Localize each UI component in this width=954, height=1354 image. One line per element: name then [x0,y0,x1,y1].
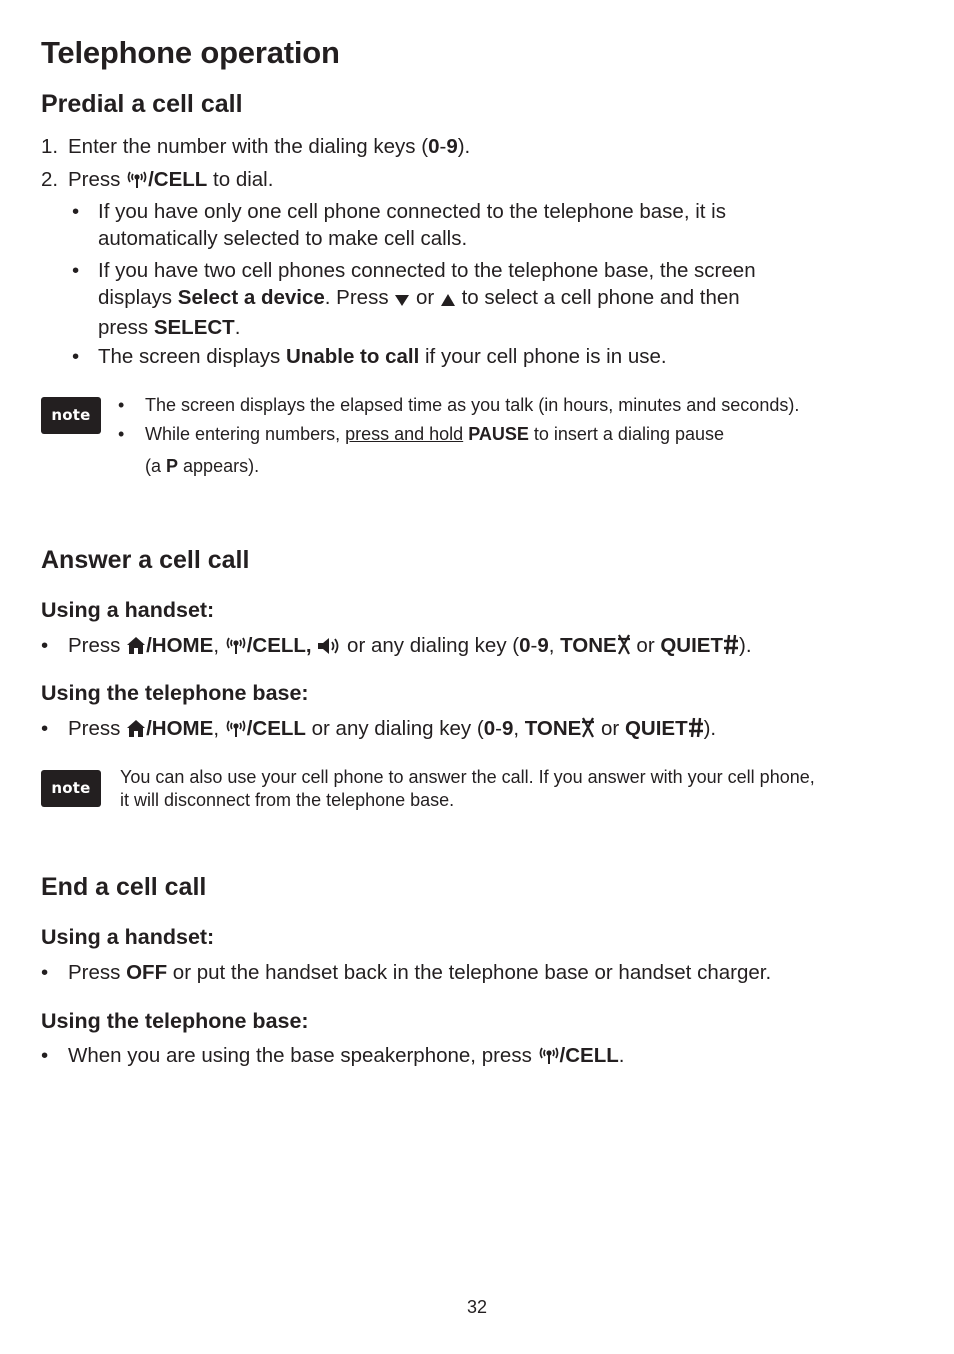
answer-handset-text: Press /HOME, /CELL, or any dialing key (0-9, TONE or QUIET ). [68,632,752,662]
cell-icon [538,1045,560,1072]
bullet: • [72,259,80,282]
bullet: • [41,717,49,740]
predial-heading: Predial a cell call [41,90,243,118]
up-arrow-icon [440,287,456,314]
end-base-heading: Using the telephone base: [41,1009,309,1033]
answer-base-text: Press /HOME, /CELL or any dialing key (0-9, TONE or QUIET ). [68,715,716,745]
answer-base-heading: Using the telephone base: [41,681,309,705]
step-number: 1. [41,135,59,158]
predial-step-2 [41,166,58,193]
end-handset-heading: Using a handset: [41,925,215,949]
answer-note: You can also use your cell phone to answer the call. If you answer with your cell phone, it will disconnect from the telephone base. [120,767,815,810]
bullet: • [72,345,80,368]
predial-note-2: While entering numbers, press and hold PAUSE to insert a dialing pause [145,424,725,444]
answer-handset-heading: Using a handset: [41,598,215,622]
speaker-icon [317,635,341,662]
home-icon [126,635,146,662]
tone-icon [581,717,595,745]
bullet: • [72,200,80,223]
bullet: • [41,1044,49,1067]
predial-step-2-text: Press /CELL to dial. [68,166,273,196]
predial-step-1-text: Enter the number with the dialing keys (0-9). [68,135,471,158]
predial-bullet-1: If you have only one cell phone connected to the telephone base, it is automatically selected to make cell calls. [98,200,726,250]
answer-heading: Answer a cell call [41,546,250,574]
home-icon [126,718,146,745]
predial-note-2-line-2: (a P appears). [145,456,260,476]
quiet-icon [688,717,704,745]
predial-note-1: The screen displays the elapsed time as you talk (in hours, minutes and seconds). [145,395,800,415]
tone-icon [617,634,631,662]
page-title: Telephone operation [41,35,340,70]
quiet-icon [723,634,739,662]
predial-step-1 [41,133,58,160]
bullet: • [41,961,49,984]
down-arrow-icon [394,287,410,314]
bullet: • [118,424,125,444]
page-number: 32 [466,1297,488,1317]
bullet: • [41,634,49,657]
step-number: 2. [41,168,59,191]
end-base-text: When you are using the base speakerphone, press /CELL. [68,1042,624,1072]
bullet: • [118,395,125,415]
note-badge: note [41,397,101,434]
cell-icon [225,635,247,662]
end-heading: End a cell call [41,873,207,901]
cell-icon [225,718,247,745]
note-badge: note [41,770,101,807]
predial-bullet-3: The screen displays Unable to call if your cell phone is in use. [98,345,667,368]
cell-icon [126,169,148,196]
predial-bullet-2: If you have two cell phones connected to the telephone base, the screen displays Select a device. Press or to select a cell phone and then press SELECT. [98,259,756,339]
end-handset-text: Press OFF or put the handset back in the telephone base or handset charger. [68,961,772,984]
